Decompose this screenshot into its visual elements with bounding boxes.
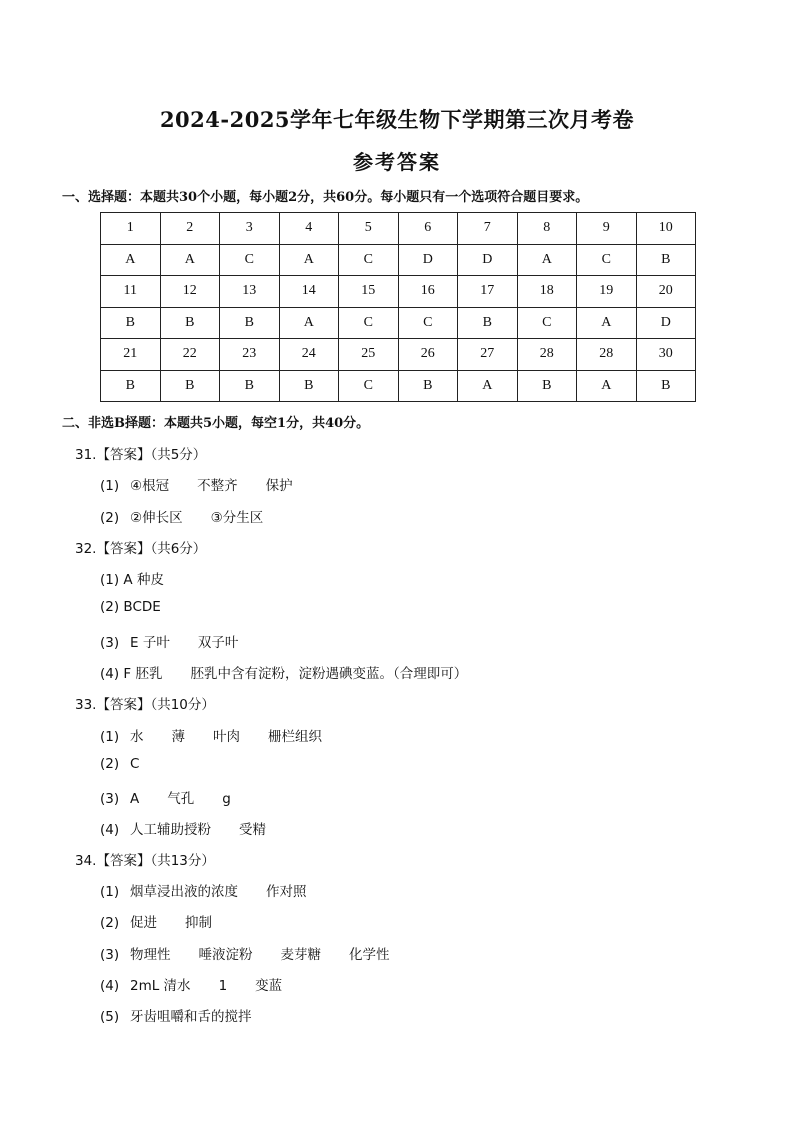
q32-heading: 32.【答案】（共6分） [75, 541, 207, 557]
question-number-cell: 3 [220, 213, 280, 245]
q33-l1-a1: 水 [130, 729, 144, 745]
q34-l3-a2: 唾液淀粉 [198, 947, 253, 963]
question-number-cell: 27 [458, 339, 518, 371]
question-number-cell: 10 [636, 213, 696, 245]
question-number-cell: 28 [577, 339, 637, 371]
question-number-cell: 18 [517, 276, 577, 308]
q31-line-1 [100, 474, 293, 494]
question-number-cell: 17 [458, 276, 518, 308]
question-number-cell: 12 [160, 276, 220, 308]
q34-l2-num: (2) [100, 915, 120, 931]
q32-l3-num: (3) [100, 635, 120, 651]
q33-l1-num: (1) [100, 729, 120, 745]
q33-line-4 [100, 818, 266, 838]
q34-l4-a2: 1 [218, 978, 228, 994]
q31-l1-a2: 不整齐 [197, 478, 238, 494]
answer-cell: A [517, 244, 577, 276]
question-number-cell: 5 [339, 213, 399, 245]
answer-table [100, 212, 696, 402]
q31-l2-a2: ③分生区 [210, 510, 264, 526]
answer-cell: D [398, 244, 458, 276]
answer-cell: C [398, 307, 458, 339]
q33-l3-a3: g [222, 791, 231, 807]
answer-cell: B [220, 370, 280, 402]
answer-cell: C [577, 244, 637, 276]
answer-cell: A [458, 370, 518, 402]
q33-l3-num: (3) [100, 791, 120, 807]
answer-cell: C [220, 244, 280, 276]
answer-cell: D [458, 244, 518, 276]
q34-l1-num: (1) [100, 884, 120, 900]
section-1-heading: 一、选择题：本题共30个小题，每小题2分，共60分。每小题只有一个选项符合题目要求。 [62, 190, 589, 205]
answer-cell: D [636, 307, 696, 339]
q34-l3-num: (3) [100, 947, 120, 963]
question-number-cell: 30 [636, 339, 696, 371]
q31-l1-a3: 保护 [265, 478, 293, 494]
question-number-cell: 26 [398, 339, 458, 371]
q33-line-2 [100, 756, 139, 772]
table-number-row [101, 276, 696, 308]
answer-cell: C [517, 307, 577, 339]
answer-cell: B [458, 307, 518, 339]
q34-l3-a4: 化学性 [349, 947, 390, 963]
question-number-cell: 24 [279, 339, 339, 371]
question-number-cell: 23 [220, 339, 280, 371]
q32-line-1 [100, 568, 164, 588]
question-number-cell: 21 [101, 339, 161, 371]
question-number-cell: 11 [101, 276, 161, 308]
q34-l2-a2: 抑制 [185, 915, 212, 931]
q33-l4-num: (4) [100, 822, 120, 838]
q34-l1-a1: 烟草浸出液的浓度 [130, 884, 238, 900]
question-number-cell: 7 [458, 213, 518, 245]
q33-l4-a2: 受精 [239, 822, 266, 838]
answer-cell: B [398, 370, 458, 402]
question-number-cell: 8 [517, 213, 577, 245]
q34-l4-a1: 2mL 清水 [130, 978, 191, 994]
q31-line-2 [100, 506, 263, 526]
q31-l2-num: (2) [100, 510, 120, 526]
q34-l5-num: (5) [100, 1009, 120, 1025]
q33-l1-a2: 薄 [171, 729, 185, 745]
q33-line-1 [100, 725, 322, 745]
q32-line-3 [100, 631, 238, 651]
table-answer-row [101, 307, 696, 339]
q34-heading: 34.【答案】（共13分） [75, 853, 215, 869]
question-number-cell: 2 [160, 213, 220, 245]
q33-l2-a1: C [130, 756, 140, 772]
answer-cell: B [636, 244, 696, 276]
q34-line-3 [100, 943, 390, 963]
section-2-heading: 二、非选B择题：本题共5小题，每空1分，共40分。 [62, 416, 370, 431]
answer-cell: B [220, 307, 280, 339]
q34-line-4 [100, 974, 282, 994]
answer-cell: A [160, 244, 220, 276]
q33-line-3 [100, 787, 231, 807]
answer-cell: B [636, 370, 696, 402]
answer-cell: C [339, 370, 399, 402]
q31-l1-num: (1) [100, 478, 120, 494]
q34-l1-a2: 作对照 [266, 884, 307, 900]
q32-l3-a2: 双子叶 [197, 635, 239, 651]
answer-cell: B [160, 370, 220, 402]
q33-l1-a3: 叶肉 [213, 729, 240, 745]
q34-line-2 [100, 911, 212, 931]
q34-l5-a1: 牙齿咀嚼和舌的搅拌 [130, 1009, 252, 1025]
page-subtitle: 参考答案 [353, 150, 441, 174]
q32-l1-a1: (1) A 种皮 [100, 572, 164, 588]
q34-l4-num: (4) [100, 978, 120, 994]
answer-cell: A [577, 370, 637, 402]
page-title: 2024-2025学年七年级生物下学期第三次月考卷 [159, 107, 635, 132]
answer-cell: A [279, 244, 339, 276]
q34-l3-a1: 物理性 [130, 947, 171, 963]
table-answer-row [101, 370, 696, 402]
question-number-cell: 6 [398, 213, 458, 245]
q32-line-2 [100, 599, 161, 615]
answer-cell: B [101, 307, 161, 339]
question-number-cell: 9 [577, 213, 637, 245]
q32-l2-a1: (2) BCDE [100, 599, 161, 615]
q32-l4-a1: (4) F 胚乳 [100, 666, 163, 682]
answer-cell: B [101, 370, 161, 402]
q33-l4-a1: 人工辅助授粉 [130, 822, 211, 838]
q31-l2-a1: ②伸长区 [130, 510, 183, 526]
question-number-cell: 4 [279, 213, 339, 245]
question-number-cell: 13 [220, 276, 280, 308]
q33-l3-a1: A [130, 791, 140, 807]
answer-cell: A [101, 244, 161, 276]
question-number-cell: 1 [101, 213, 161, 245]
q34-l4-a3: 变蓝 [255, 978, 283, 994]
answer-cell: C [339, 307, 399, 339]
question-number-cell: 19 [577, 276, 637, 308]
q33-l3-a2: 气孔 [167, 791, 195, 807]
question-number-cell: 16 [398, 276, 458, 308]
table-number-row [101, 339, 696, 371]
q33-l2-num: (2) [100, 756, 120, 772]
q34-line-1 [100, 880, 307, 900]
answer-cell: B [517, 370, 577, 402]
q31-l1-a1: ④根冠 [130, 478, 170, 494]
answer-cell: A [279, 307, 339, 339]
question-number-cell: 25 [339, 339, 399, 371]
answer-cell: C [339, 244, 399, 276]
table-answer-row [101, 244, 696, 276]
q32-line-4 [100, 662, 467, 682]
question-number-cell: 28 [517, 339, 577, 371]
question-number-cell: 14 [279, 276, 339, 308]
table-number-row [101, 213, 696, 245]
q33-l1-a4: 栅栏组织 [268, 729, 322, 745]
q34-line-5 [100, 1005, 252, 1025]
q34-l3-a3: 麦芽糖 [280, 947, 321, 963]
answer-cell: B [160, 307, 220, 339]
q34-l2-a1: 促进 [130, 915, 157, 931]
q31-heading: 31.【答案】（共5分） [75, 447, 207, 463]
q32-l4-a2: 胚乳中含有淀粉，淀粉遇碘变蓝。（合理即可） [190, 666, 468, 682]
q33-heading: 33.【答案】（共10分） [75, 697, 215, 713]
answer-cell: A [577, 307, 637, 339]
question-number-cell: 15 [339, 276, 399, 308]
question-number-cell: 22 [160, 339, 220, 371]
answer-cell: B [279, 370, 339, 402]
question-number-cell: 20 [636, 276, 696, 308]
q32-l3-a1: E 子叶 [130, 635, 170, 651]
